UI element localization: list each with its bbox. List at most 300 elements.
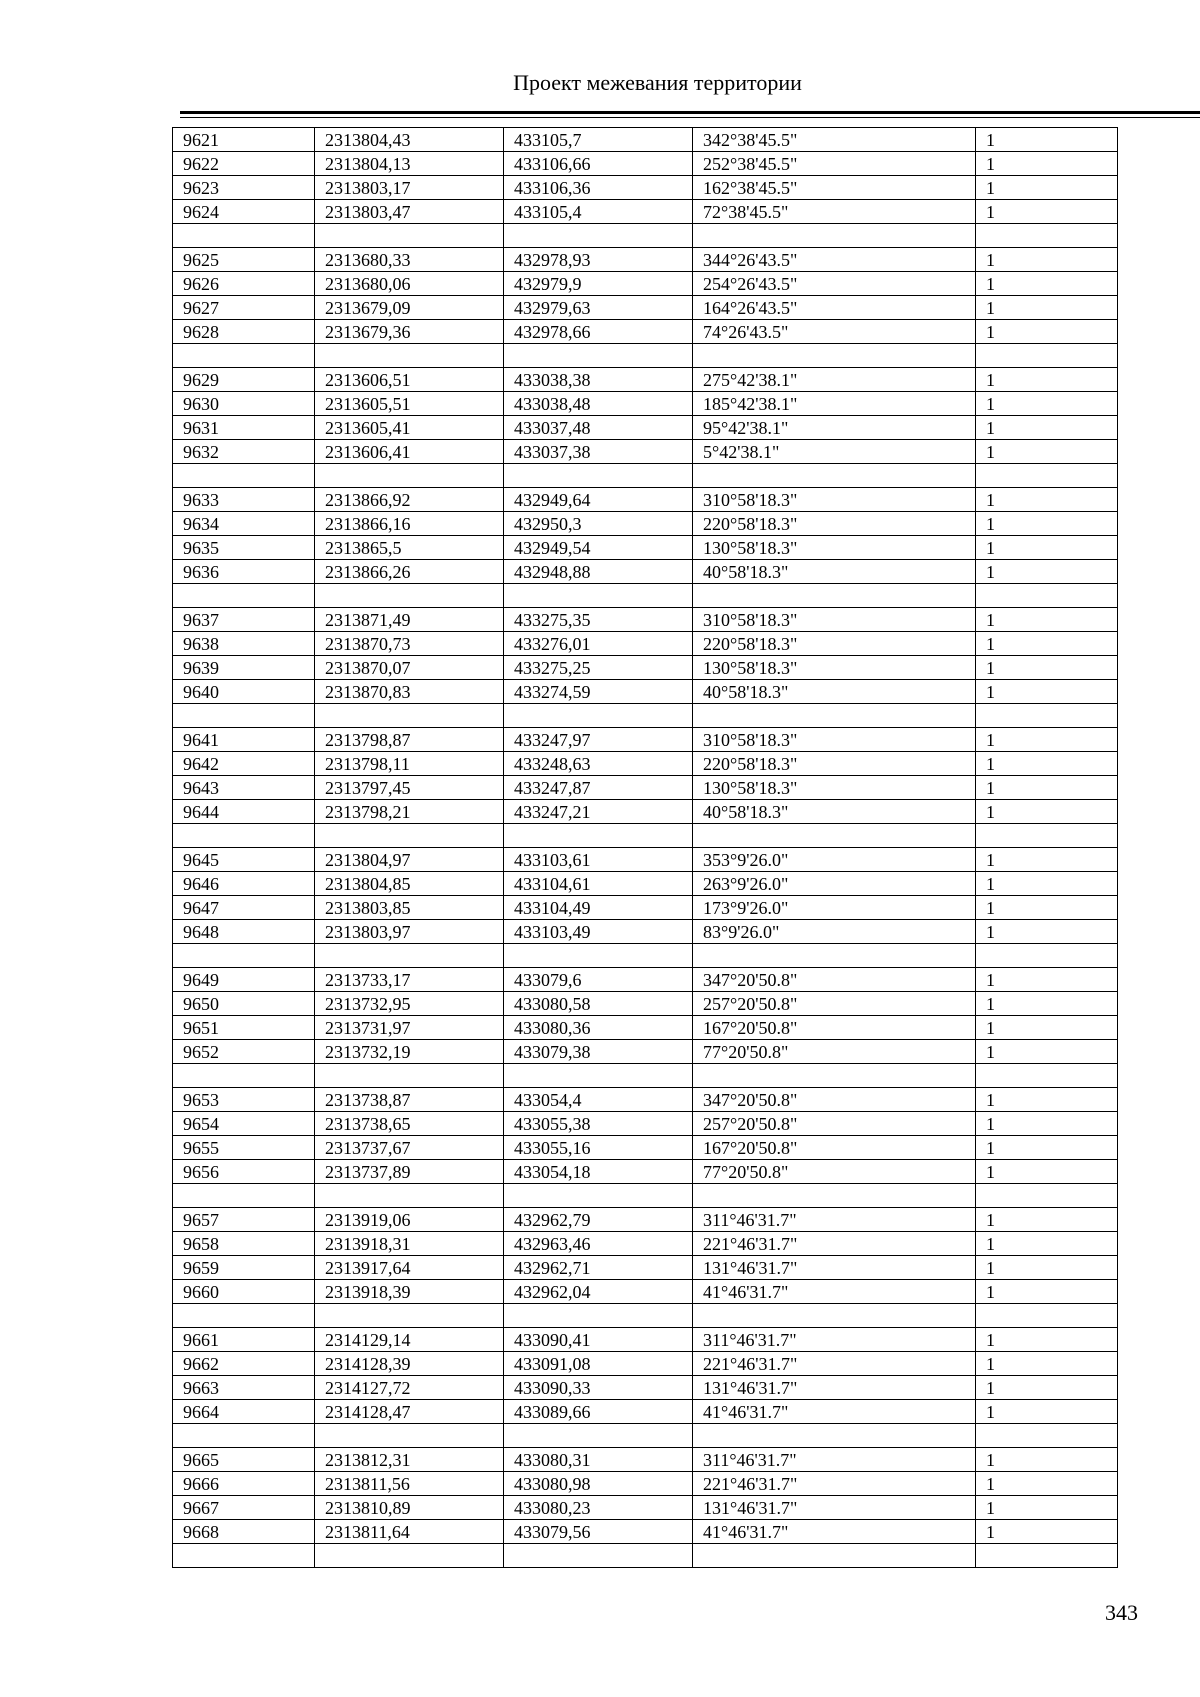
cell-point-number: 9668 bbox=[173, 1520, 315, 1544]
cell-coord-y: 433055,38 bbox=[504, 1112, 693, 1136]
cell-value: 1 bbox=[976, 992, 1118, 1016]
cell-coord-x: 2313737,89 bbox=[315, 1160, 504, 1184]
cell-point-number: 9655 bbox=[173, 1136, 315, 1160]
cell-value: 1 bbox=[976, 1040, 1118, 1064]
empty-cell bbox=[315, 224, 504, 248]
empty-cell bbox=[173, 824, 315, 848]
empty-cell bbox=[173, 584, 315, 608]
cell-coord-x: 2313812,31 bbox=[315, 1448, 504, 1472]
table-row bbox=[173, 1448, 1118, 1472]
cell-value: 1 bbox=[976, 632, 1118, 656]
cell-direction-angle: 83°9'26.0" bbox=[693, 920, 976, 944]
cell-coord-y: 433080,58 bbox=[504, 992, 693, 1016]
cell-value: 1 bbox=[976, 1496, 1118, 1520]
cell-direction-angle: 95°42'38.1" bbox=[693, 416, 976, 440]
empty-cell bbox=[693, 1544, 976, 1568]
empty-cell bbox=[173, 1184, 315, 1208]
cell-value: 1 bbox=[976, 800, 1118, 824]
cell-coord-y: 433079,56 bbox=[504, 1520, 693, 1544]
cell-point-number: 9628 bbox=[173, 320, 315, 344]
cell-point-number: 9639 bbox=[173, 656, 315, 680]
separator-row bbox=[173, 584, 1118, 608]
cell-coord-y: 433104,49 bbox=[504, 896, 693, 920]
separator-row bbox=[173, 464, 1118, 488]
empty-cell bbox=[693, 584, 976, 608]
cell-point-number: 9644 bbox=[173, 800, 315, 824]
cell-direction-angle: 310°58'18.3" bbox=[693, 728, 976, 752]
cell-value: 1 bbox=[976, 368, 1118, 392]
cell-direction-angle: 310°58'18.3" bbox=[693, 608, 976, 632]
table-row bbox=[173, 152, 1118, 176]
empty-cell bbox=[173, 944, 315, 968]
coordinates-table bbox=[172, 127, 1118, 1568]
cell-coord-y: 433247,21 bbox=[504, 800, 693, 824]
cell-coord-x: 2313606,41 bbox=[315, 440, 504, 464]
cell-direction-angle: 162°38'45.5" bbox=[693, 176, 976, 200]
cell-point-number: 9661 bbox=[173, 1328, 315, 1352]
cell-coord-y: 433274,59 bbox=[504, 680, 693, 704]
empty-cell bbox=[504, 464, 693, 488]
cell-value: 1 bbox=[976, 896, 1118, 920]
empty-cell bbox=[693, 464, 976, 488]
cell-point-number: 9641 bbox=[173, 728, 315, 752]
cell-direction-angle: 77°20'50.8" bbox=[693, 1160, 976, 1184]
empty-cell bbox=[976, 584, 1118, 608]
empty-cell bbox=[504, 1184, 693, 1208]
cell-direction-angle: 221°46'31.7" bbox=[693, 1232, 976, 1256]
cell-coord-y: 433275,35 bbox=[504, 608, 693, 632]
cell-direction-angle: 311°46'31.7" bbox=[693, 1328, 976, 1352]
cell-coord-x: 2313797,45 bbox=[315, 776, 504, 800]
cell-coord-y: 432979,9 bbox=[504, 272, 693, 296]
cell-value: 1 bbox=[976, 752, 1118, 776]
separator-row bbox=[173, 1424, 1118, 1448]
cell-point-number: 9647 bbox=[173, 896, 315, 920]
cell-coord-y: 432950,3 bbox=[504, 512, 693, 536]
separator-row bbox=[173, 224, 1118, 248]
cell-value: 1 bbox=[976, 152, 1118, 176]
cell-direction-angle: 167°20'50.8" bbox=[693, 1016, 976, 1040]
table-row bbox=[173, 992, 1118, 1016]
empty-cell bbox=[976, 1544, 1118, 1568]
cell-value: 1 bbox=[976, 968, 1118, 992]
separator-row bbox=[173, 1184, 1118, 1208]
cell-coord-y: 433080,31 bbox=[504, 1448, 693, 1472]
table-row bbox=[173, 728, 1118, 752]
cell-value: 1 bbox=[976, 1088, 1118, 1112]
empty-cell bbox=[315, 1424, 504, 1448]
cell-point-number: 9667 bbox=[173, 1496, 315, 1520]
separator-row bbox=[173, 1064, 1118, 1088]
cell-point-number: 9640 bbox=[173, 680, 315, 704]
cell-point-number: 9659 bbox=[173, 1256, 315, 1280]
cell-coord-y: 432949,64 bbox=[504, 488, 693, 512]
empty-cell bbox=[693, 1064, 976, 1088]
cell-coord-x: 2313731,97 bbox=[315, 1016, 504, 1040]
cell-value: 1 bbox=[976, 608, 1118, 632]
empty-cell bbox=[315, 1064, 504, 1088]
table-row bbox=[173, 1256, 1118, 1280]
cell-direction-angle: 347°20'50.8" bbox=[693, 968, 976, 992]
cell-coord-x: 2313680,33 bbox=[315, 248, 504, 272]
cell-coord-x: 2313871,49 bbox=[315, 608, 504, 632]
cell-value: 1 bbox=[976, 656, 1118, 680]
cell-point-number: 9642 bbox=[173, 752, 315, 776]
separator-row bbox=[173, 344, 1118, 368]
cell-direction-angle: 310°58'18.3" bbox=[693, 488, 976, 512]
table-row bbox=[173, 1016, 1118, 1040]
table-row bbox=[173, 488, 1118, 512]
empty-cell bbox=[173, 1064, 315, 1088]
table-row bbox=[173, 200, 1118, 224]
cell-point-number: 9630 bbox=[173, 392, 315, 416]
cell-point-number: 9645 bbox=[173, 848, 315, 872]
cell-coord-x: 2313803,97 bbox=[315, 920, 504, 944]
cell-coord-y: 433080,23 bbox=[504, 1496, 693, 1520]
empty-cell bbox=[504, 704, 693, 728]
empty-cell bbox=[976, 824, 1118, 848]
page-header-title: Проект межевания территории bbox=[513, 70, 802, 95]
table-row bbox=[173, 560, 1118, 584]
cell-direction-angle: 40°58'18.3" bbox=[693, 560, 976, 584]
cell-coord-x: 2313737,67 bbox=[315, 1136, 504, 1160]
cell-value: 1 bbox=[976, 1448, 1118, 1472]
empty-cell bbox=[504, 224, 693, 248]
cell-point-number: 9657 bbox=[173, 1208, 315, 1232]
cell-value: 1 bbox=[976, 1352, 1118, 1376]
cell-point-number: 9629 bbox=[173, 368, 315, 392]
cell-point-number: 9650 bbox=[173, 992, 315, 1016]
cell-direction-angle: 220°58'18.3" bbox=[693, 632, 976, 656]
cell-value: 1 bbox=[976, 320, 1118, 344]
empty-cell bbox=[693, 1184, 976, 1208]
table-row bbox=[173, 1376, 1118, 1400]
cell-direction-angle: 130°58'18.3" bbox=[693, 776, 976, 800]
table-row bbox=[173, 872, 1118, 896]
cell-coord-x: 2313804,97 bbox=[315, 848, 504, 872]
cell-coord-y: 433038,38 bbox=[504, 368, 693, 392]
empty-cell bbox=[976, 1064, 1118, 1088]
empty-cell bbox=[315, 1544, 504, 1568]
cell-coord-x: 2313870,07 bbox=[315, 656, 504, 680]
cell-coord-x: 2313680,06 bbox=[315, 272, 504, 296]
cell-coord-y: 433247,97 bbox=[504, 728, 693, 752]
cell-coord-y: 433054,18 bbox=[504, 1160, 693, 1184]
cell-coord-x: 2313606,51 bbox=[315, 368, 504, 392]
table-row bbox=[173, 800, 1118, 824]
cell-coord-x: 2313803,17 bbox=[315, 176, 504, 200]
cell-coord-x: 2313732,19 bbox=[315, 1040, 504, 1064]
cell-coord-y: 432948,88 bbox=[504, 560, 693, 584]
empty-cell bbox=[976, 944, 1118, 968]
empty-cell bbox=[173, 1424, 315, 1448]
cell-coord-y: 432962,71 bbox=[504, 1256, 693, 1280]
table-row bbox=[173, 632, 1118, 656]
cell-point-number: 9631 bbox=[173, 416, 315, 440]
table-row bbox=[173, 752, 1118, 776]
cell-point-number: 9660 bbox=[173, 1280, 315, 1304]
cell-coord-x: 2313865,5 bbox=[315, 536, 504, 560]
cell-point-number: 9622 bbox=[173, 152, 315, 176]
cell-value: 1 bbox=[976, 512, 1118, 536]
cell-direction-angle: 254°26'43.5" bbox=[693, 272, 976, 296]
cell-coord-y: 432962,79 bbox=[504, 1208, 693, 1232]
cell-point-number: 9627 bbox=[173, 296, 315, 320]
empty-cell bbox=[173, 224, 315, 248]
cell-direction-angle: 221°46'31.7" bbox=[693, 1472, 976, 1496]
cell-point-number: 9648 bbox=[173, 920, 315, 944]
cell-value: 1 bbox=[976, 920, 1118, 944]
cell-coord-x: 2313679,36 bbox=[315, 320, 504, 344]
cell-value: 1 bbox=[976, 200, 1118, 224]
empty-cell bbox=[315, 704, 504, 728]
empty-cell bbox=[976, 344, 1118, 368]
cell-direction-angle: 275°42'38.1" bbox=[693, 368, 976, 392]
cell-coord-y: 433090,41 bbox=[504, 1328, 693, 1352]
table-row bbox=[173, 416, 1118, 440]
cell-direction-angle: 41°46'31.7" bbox=[693, 1280, 976, 1304]
empty-cell bbox=[693, 1424, 976, 1448]
cell-coord-y: 433037,38 bbox=[504, 440, 693, 464]
cell-coord-x: 2313866,92 bbox=[315, 488, 504, 512]
table-row bbox=[173, 128, 1118, 152]
cell-coord-y: 432949,54 bbox=[504, 536, 693, 560]
cell-value: 1 bbox=[976, 1232, 1118, 1256]
table-row bbox=[173, 1352, 1118, 1376]
cell-coord-x: 2313738,87 bbox=[315, 1088, 504, 1112]
cell-point-number: 9637 bbox=[173, 608, 315, 632]
cell-coord-x: 2313803,85 bbox=[315, 896, 504, 920]
cell-value: 1 bbox=[976, 1016, 1118, 1040]
cell-point-number: 9658 bbox=[173, 1232, 315, 1256]
separator-row bbox=[173, 1304, 1118, 1328]
table-row bbox=[173, 1472, 1118, 1496]
cell-value: 1 bbox=[976, 296, 1118, 320]
empty-cell bbox=[693, 824, 976, 848]
cell-coord-x: 2314129,14 bbox=[315, 1328, 504, 1352]
cell-coord-x: 2314128,47 bbox=[315, 1400, 504, 1424]
cell-coord-y: 433038,48 bbox=[504, 392, 693, 416]
cell-coord-x: 2313866,16 bbox=[315, 512, 504, 536]
cell-coord-x: 2313733,17 bbox=[315, 968, 504, 992]
table-row bbox=[173, 1160, 1118, 1184]
cell-value: 1 bbox=[976, 1520, 1118, 1544]
cell-direction-angle: 257°20'50.8" bbox=[693, 1112, 976, 1136]
table-row bbox=[173, 1280, 1118, 1304]
cell-coord-y: 432979,63 bbox=[504, 296, 693, 320]
cell-point-number: 9651 bbox=[173, 1016, 315, 1040]
cell-coord-x: 2313732,95 bbox=[315, 992, 504, 1016]
table-row bbox=[173, 1328, 1118, 1352]
table-row bbox=[173, 656, 1118, 680]
table-row bbox=[173, 512, 1118, 536]
cell-point-number: 9626 bbox=[173, 272, 315, 296]
empty-cell bbox=[504, 1064, 693, 1088]
cell-value: 1 bbox=[976, 248, 1118, 272]
cell-value: 1 bbox=[976, 1280, 1118, 1304]
cell-direction-angle: 131°46'31.7" bbox=[693, 1496, 976, 1520]
empty-cell bbox=[173, 344, 315, 368]
table-row bbox=[173, 440, 1118, 464]
cell-point-number: 9636 bbox=[173, 560, 315, 584]
table-row bbox=[173, 776, 1118, 800]
cell-value: 1 bbox=[976, 128, 1118, 152]
empty-cell bbox=[173, 1544, 315, 1568]
table-row bbox=[173, 1088, 1118, 1112]
cell-value: 1 bbox=[976, 1136, 1118, 1160]
empty-cell bbox=[693, 224, 976, 248]
cell-point-number: 9666 bbox=[173, 1472, 315, 1496]
table-row bbox=[173, 296, 1118, 320]
cell-direction-angle: 347°20'50.8" bbox=[693, 1088, 976, 1112]
cell-value: 1 bbox=[976, 1112, 1118, 1136]
cell-value: 1 bbox=[976, 416, 1118, 440]
cell-coord-y: 433103,49 bbox=[504, 920, 693, 944]
cell-coord-x: 2313798,21 bbox=[315, 800, 504, 824]
cell-value: 1 bbox=[976, 872, 1118, 896]
cell-coord-y: 432978,93 bbox=[504, 248, 693, 272]
empty-cell bbox=[976, 1424, 1118, 1448]
cell-direction-angle: 40°58'18.3" bbox=[693, 680, 976, 704]
table-row bbox=[173, 320, 1118, 344]
separator-row bbox=[173, 1544, 1118, 1568]
cell-point-number: 9664 bbox=[173, 1400, 315, 1424]
cell-coord-y: 433079,38 bbox=[504, 1040, 693, 1064]
empty-cell bbox=[504, 1304, 693, 1328]
page-number: 343 bbox=[1105, 1600, 1138, 1625]
cell-coord-x: 2313798,11 bbox=[315, 752, 504, 776]
cell-direction-angle: 41°46'31.7" bbox=[693, 1520, 976, 1544]
empty-cell bbox=[315, 344, 504, 368]
cell-direction-angle: 263°9'26.0" bbox=[693, 872, 976, 896]
cell-direction-angle: 344°26'43.5" bbox=[693, 248, 976, 272]
table-row bbox=[173, 896, 1118, 920]
cell-point-number: 9643 bbox=[173, 776, 315, 800]
empty-cell bbox=[504, 824, 693, 848]
cell-value: 1 bbox=[976, 1400, 1118, 1424]
cell-point-number: 9663 bbox=[173, 1376, 315, 1400]
cell-value: 1 bbox=[976, 776, 1118, 800]
empty-cell bbox=[173, 464, 315, 488]
empty-cell bbox=[693, 344, 976, 368]
table-row bbox=[173, 1232, 1118, 1256]
cell-coord-y: 433080,36 bbox=[504, 1016, 693, 1040]
cell-value: 1 bbox=[976, 1376, 1118, 1400]
cell-coord-x: 2313798,87 bbox=[315, 728, 504, 752]
empty-cell bbox=[976, 1304, 1118, 1328]
cell-coord-y: 433106,36 bbox=[504, 176, 693, 200]
table-row bbox=[173, 368, 1118, 392]
cell-direction-angle: 41°46'31.7" bbox=[693, 1400, 976, 1424]
empty-cell bbox=[504, 344, 693, 368]
cell-coord-x: 2313919,06 bbox=[315, 1208, 504, 1232]
table-row bbox=[173, 968, 1118, 992]
cell-direction-angle: 130°58'18.3" bbox=[693, 656, 976, 680]
cell-coord-y: 433103,61 bbox=[504, 848, 693, 872]
cell-direction-angle: 164°26'43.5" bbox=[693, 296, 976, 320]
table-row bbox=[173, 848, 1118, 872]
table-row bbox=[173, 1520, 1118, 1544]
cell-coord-x: 2314127,72 bbox=[315, 1376, 504, 1400]
cell-coord-x: 2313870,73 bbox=[315, 632, 504, 656]
table-row bbox=[173, 272, 1118, 296]
cell-direction-angle: 130°58'18.3" bbox=[693, 536, 976, 560]
cell-coord-x: 2313811,56 bbox=[315, 1472, 504, 1496]
empty-cell bbox=[976, 1184, 1118, 1208]
cell-point-number: 9653 bbox=[173, 1088, 315, 1112]
table-row bbox=[173, 1040, 1118, 1064]
cell-point-number: 9654 bbox=[173, 1112, 315, 1136]
cell-coord-y: 433054,4 bbox=[504, 1088, 693, 1112]
cell-coord-y: 433247,87 bbox=[504, 776, 693, 800]
cell-point-number: 9634 bbox=[173, 512, 315, 536]
cell-point-number: 9656 bbox=[173, 1160, 315, 1184]
empty-cell bbox=[315, 464, 504, 488]
cell-point-number: 9633 bbox=[173, 488, 315, 512]
empty-cell bbox=[173, 1304, 315, 1328]
cell-coord-x: 2313866,26 bbox=[315, 560, 504, 584]
table-row bbox=[173, 1208, 1118, 1232]
cell-point-number: 9665 bbox=[173, 1448, 315, 1472]
cell-value: 1 bbox=[976, 392, 1118, 416]
cell-direction-angle: 311°46'31.7" bbox=[693, 1208, 976, 1232]
empty-cell bbox=[315, 1304, 504, 1328]
empty-cell bbox=[693, 704, 976, 728]
cell-value: 1 bbox=[976, 1256, 1118, 1280]
table-row bbox=[173, 248, 1118, 272]
cell-coord-x: 2313679,09 bbox=[315, 296, 504, 320]
table-row bbox=[173, 1112, 1118, 1136]
empty-cell bbox=[173, 704, 315, 728]
separator-row bbox=[173, 944, 1118, 968]
cell-point-number: 9624 bbox=[173, 200, 315, 224]
cell-coord-x: 2313803,47 bbox=[315, 200, 504, 224]
cell-value: 1 bbox=[976, 1472, 1118, 1496]
cell-value: 1 bbox=[976, 176, 1118, 200]
cell-coord-x: 2313804,85 bbox=[315, 872, 504, 896]
cell-point-number: 9621 bbox=[173, 128, 315, 152]
cell-direction-angle: 167°20'50.8" bbox=[693, 1136, 976, 1160]
empty-cell bbox=[976, 464, 1118, 488]
empty-cell bbox=[315, 584, 504, 608]
cell-point-number: 9652 bbox=[173, 1040, 315, 1064]
cell-coord-y: 433091,08 bbox=[504, 1352, 693, 1376]
cell-coord-y: 433104,61 bbox=[504, 872, 693, 896]
empty-cell bbox=[976, 224, 1118, 248]
cell-coord-y: 433090,33 bbox=[504, 1376, 693, 1400]
cell-direction-angle: 72°38'45.5" bbox=[693, 200, 976, 224]
empty-cell bbox=[693, 1304, 976, 1328]
cell-coord-y: 433055,16 bbox=[504, 1136, 693, 1160]
empty-cell bbox=[693, 944, 976, 968]
table-row bbox=[173, 1400, 1118, 1424]
cell-direction-angle: 185°42'38.1" bbox=[693, 392, 976, 416]
cell-coord-y: 433080,98 bbox=[504, 1472, 693, 1496]
cell-point-number: 9649 bbox=[173, 968, 315, 992]
cell-coord-y: 433248,63 bbox=[504, 752, 693, 776]
cell-coord-x: 2313918,39 bbox=[315, 1280, 504, 1304]
cell-coord-y: 433276,01 bbox=[504, 632, 693, 656]
cell-point-number: 9646 bbox=[173, 872, 315, 896]
cell-coord-x: 2314128,39 bbox=[315, 1352, 504, 1376]
table-row bbox=[173, 176, 1118, 200]
empty-cell bbox=[504, 1544, 693, 1568]
cell-coord-y: 433275,25 bbox=[504, 656, 693, 680]
cell-direction-angle: 40°58'18.3" bbox=[693, 800, 976, 824]
cell-point-number: 9635 bbox=[173, 536, 315, 560]
cell-point-number: 9632 bbox=[173, 440, 315, 464]
cell-value: 1 bbox=[976, 560, 1118, 584]
